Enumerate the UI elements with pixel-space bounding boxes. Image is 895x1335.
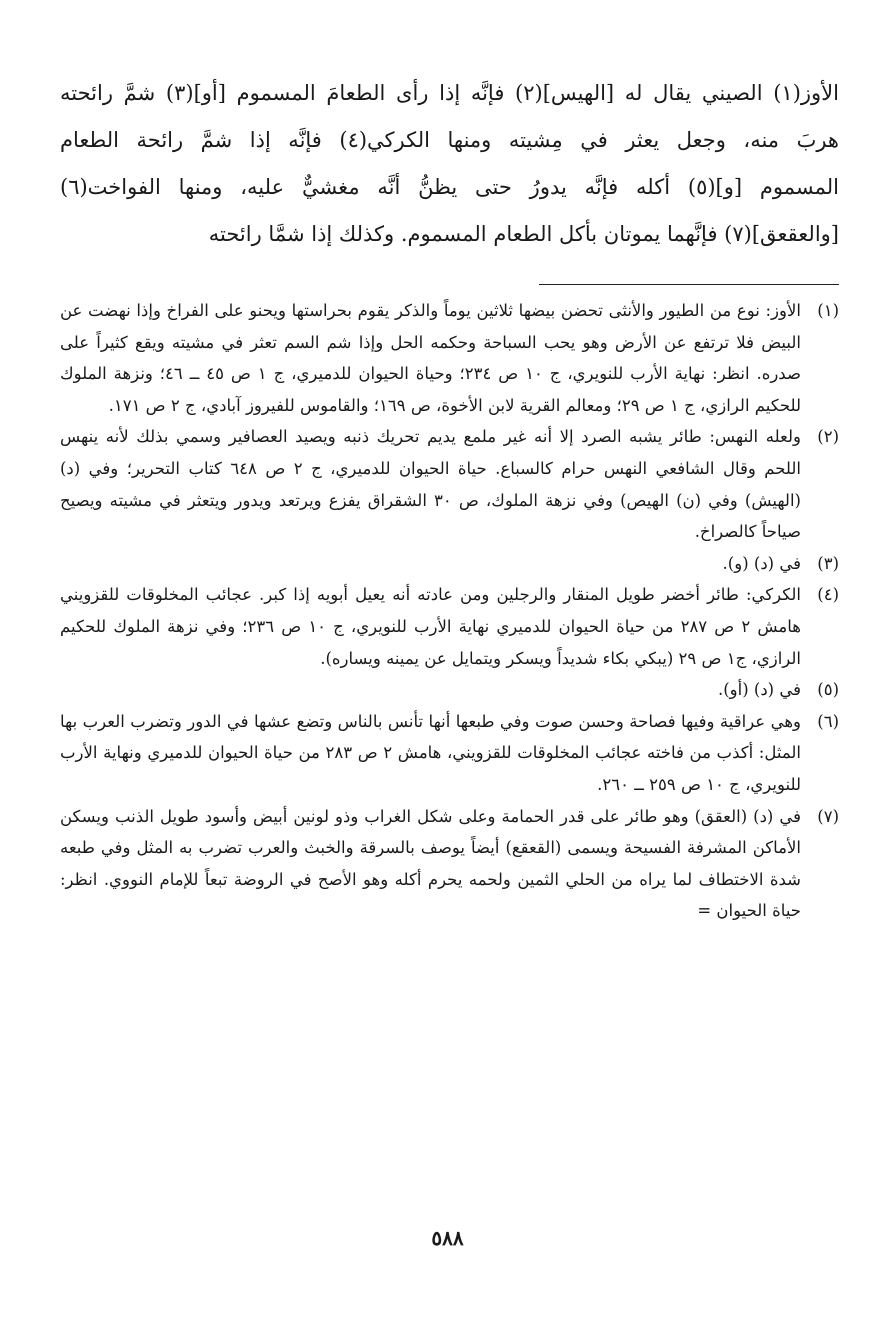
footnote-line: للنويري، ج ١٠ ص ٢٣٤؛ وحياة الحيوان للدميري، ج ١ ص ٤٥ ــ ٤٦؛ ونزهة [113, 364, 624, 384]
footnote-line: الأوز: نوع من الطيور والأنثى تحضن بيضها ثلاثين يوماً والذكر يقوم بحراستها ويحنو [249, 301, 801, 320]
footnote-line: في (د) (أو). [717, 680, 801, 700]
main-text-line: [والعقعق](٧) فإنَّهما يموتان بأكل الطعام المسموم. وكذلك إذا شمَّا رائحته [208, 222, 839, 246]
footnote-line: في (د) (العقق) وهو طائر على قدر الحمامة وعلى شكل الغراب وذو لونين أبيض وأسود [204, 806, 801, 826]
footnote-text [60, 801, 801, 927]
footnote-line: الملوك للحكيم الرازي، ج ١ ص ٢٩؛ ومعالم القرية لابن الأخوة، ص ١٦٩؛ [60, 364, 801, 415]
footnote-number: (٢) [817, 427, 839, 447]
footnote-line: بكاء شديداً ويسكر ويتمايل عن يمينه ويساره). [320, 648, 630, 668]
footnote-line: للدميري، ج ٢ ص ٦٤٨ كتاب التحرير؛ وفي (د) (الهيش) وفي (ن) الهيص) وفي نزهة [60, 458, 801, 510]
footnote-text [60, 579, 801, 674]
footnote-line: في (د) (و). [722, 553, 801, 573]
main-text-line: هربَ منه، وجعل يعثر في مِشيته ومنها الكركي(٤) فإنَّه إذا شمَّ رائحة الطعام [60, 128, 840, 152]
main-text-line: الأوز(١) الصيني يقال له [الهيس](٢) فإنَّه إذا رأى الطعامَ المسموم [أو](٣) شمَّ رائحته [60, 81, 839, 105]
footnote-separator [539, 284, 839, 285]
footnote-2 [60, 421, 839, 547]
footnote-line: وهي عراقية وفيها فصاحة وحسن صوت وفي طبعها أنها تأنس بالناس وتضع عشها في [226, 711, 801, 731]
footnote-number: (١) [817, 301, 839, 320]
footnote-line: المخلوقات للقزويني هامش ٢ ص ٢٨٧ من حياة الحيوان للدميري نهاية الأرب [60, 585, 801, 636]
footnote-line: كالصراخ. [694, 522, 757, 542]
footnote-number: (٤) [817, 585, 839, 605]
footnote-text [60, 421, 801, 547]
footnote-line: وسمي بذلك لأنه ينهس اللحم وقال الشافعي النهس حرام كالسباع. حياة الحيوان [60, 427, 801, 478]
footnote-line: ولحمه يحرم أكله وهو الأصح في الروضة تبعاً للإمام النووي. انظر: حياة الحيوان = [60, 869, 801, 921]
footnote-line: ولعله النهس: طائر يشبه الصرد إلا أنه غير ملمع يديم تحريك ذنبه ويصيد العصافير [228, 427, 801, 447]
footnote-3 [60, 548, 839, 580]
footnote-text [60, 674, 801, 706]
page-number: ٥٨٨ [431, 1226, 464, 1250]
footnote-7 [60, 801, 839, 927]
footnote-5 [60, 674, 839, 706]
footnote-line: هامش ٢ ص ٢٨٣ من حياة الحيوان للدميري ونهاية الأرب للنويري، ج ١٠ [60, 743, 801, 794]
footnote-line: على الفراخ وإذا نهضت عن البيض فلا ترتفع عن الأرض وهو يحب السباحة وحكمه [60, 301, 801, 352]
footnote-line: ص ٢٥٩ ــ ٢٦٠. [597, 774, 701, 794]
footnote-6 [60, 706, 839, 801]
footnote-line: الكركي: طائر أخضر طويل المنقار والرجلين ومن عادته أنه يعيل أبويه إذا كبر. عجائب [205, 585, 801, 605]
footnote-number: (٧) [817, 806, 839, 826]
footnote-1 [60, 295, 839, 421]
footnote-line: والقاموس للفيروز آبادي، ج ٢ ص ١٧١. [108, 395, 369, 415]
footnote-number: (٣) [817, 553, 839, 573]
footnote-text [60, 548, 801, 580]
footnote-line: والخبث والعرب تضرب به المثل وفي طبعه شدة الاختطاف لما يراه من الحلي الثمين [60, 838, 802, 889]
footnote-line: الملوك، ص ٣٠ الشقراق يفزع ويرتعد ويدور ويتعثر في مشيته ويصيح صياحاً [60, 490, 801, 542]
footnotes [60, 295, 839, 927]
footnote-number: (٥) [817, 680, 839, 700]
footnote-line: للنويري، ج ١٠ ص ٢٣٦؛ وفي نزهة الملوك للحكيم الرازي، ج١ ص ٢٩ (يبكي [60, 616, 801, 668]
footnote-number: (٦) [817, 711, 839, 731]
footnote-text [60, 295, 801, 421]
footnote-text [60, 706, 801, 801]
footnote-line: الحل وإذا شم السم تعثر في مشيته ويقع كثيراً على صدره. انظر: نهاية الأرب [60, 332, 801, 384]
footnote-line: طويل الذنب ويسكن الأماكن المشرفة الفسيحة ويسمى (القعقع) أيضاً يوصف بالسرقة [60, 806, 801, 858]
main-text-line: المسموم [و](٥) أكله فإنَّه يدورُ حتى يظنُّ أنَّه مغشيٌّ عليه، ومنها الفواخت(٦) [60, 175, 840, 199]
footnote-line: الدور وتضرب العرب بها المثل: أكذب من فاخته عجائب المخلوقات للقزويني، [60, 711, 801, 763]
footnote-4 [60, 579, 839, 674]
main-text [60, 70, 839, 258]
